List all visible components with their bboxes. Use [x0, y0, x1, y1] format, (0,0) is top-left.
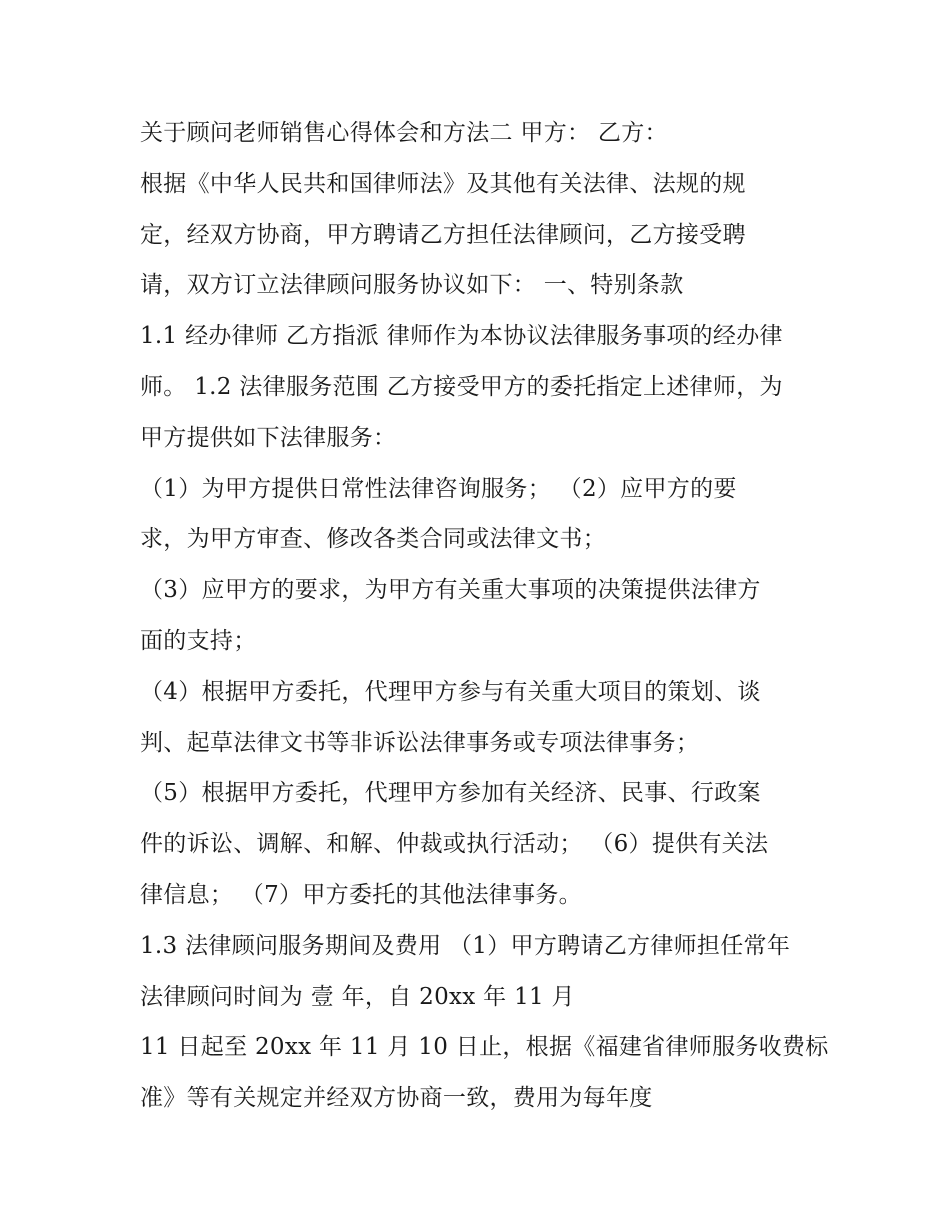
text-line: 1.1 经办律师 乙方指派 律师作为本协议法律服务事项的经办律: [140, 323, 783, 350]
text-line: 1.3 法律顾问服务期间及费用 （1）甲方聘请乙方律师担任常年: [140, 932, 791, 959]
text-line: 师。 1.2 法律服务范围 乙方接受甲方的委托指定上述律师，为: [140, 373, 783, 400]
text-line: 根据《中华人民共和国律师法》及其他有关法律、法规的规: [140, 170, 746, 197]
text-line: 11 日起至 20xx 年 11 月 10 日止，根据《福建省律师服务收费标: [140, 1034, 829, 1061]
text-line: 求，为甲方审查、修改各类合同或法律文书；: [140, 526, 606, 553]
text-line: （4）根据甲方委托，代理甲方参与有关重大项目的策划、谈: [140, 678, 761, 705]
text-line: 请，双方订立法律顾问服务协议如下： 一、特别条款: [140, 272, 684, 299]
text-line: 法律顾问时间为 壹 年，自 20xx 年 11 月: [140, 983, 575, 1010]
text-line: 准》等有关规定并经双方协商一致，费用为每年度: [140, 1085, 653, 1112]
document-body: [140, 108, 829, 1124]
text-line: （1）为甲方提供日常性法律咨询服务； （2）应甲方的要: [140, 475, 737, 502]
text-line: 甲方提供如下法律服务：: [140, 424, 397, 451]
text-line: 律信息； （7）甲方委托的其他法律事务。: [140, 881, 582, 908]
text-line: （3）应甲方的要求，为甲方有关重大事项的决策提供法律方: [140, 577, 761, 604]
title-line: 关于顾问老师销售心得体会和方法二 甲方： 乙方：: [140, 120, 668, 146]
text-line: 件的诉讼、调解、和解、仲裁或执行活动； （6）提供有关法: [140, 831, 769, 858]
text-line: 面的支持；: [140, 627, 257, 654]
text-line: 判、起草法律文书等非诉讼法律事务或专项法律事务；: [140, 729, 700, 756]
text-line: 定，经双方协商，甲方聘请乙方担任法律顾问，乙方接受聘: [140, 221, 746, 248]
text-line: （5）根据甲方委托，代理甲方参加有关经济、民事、行政案: [140, 780, 761, 807]
